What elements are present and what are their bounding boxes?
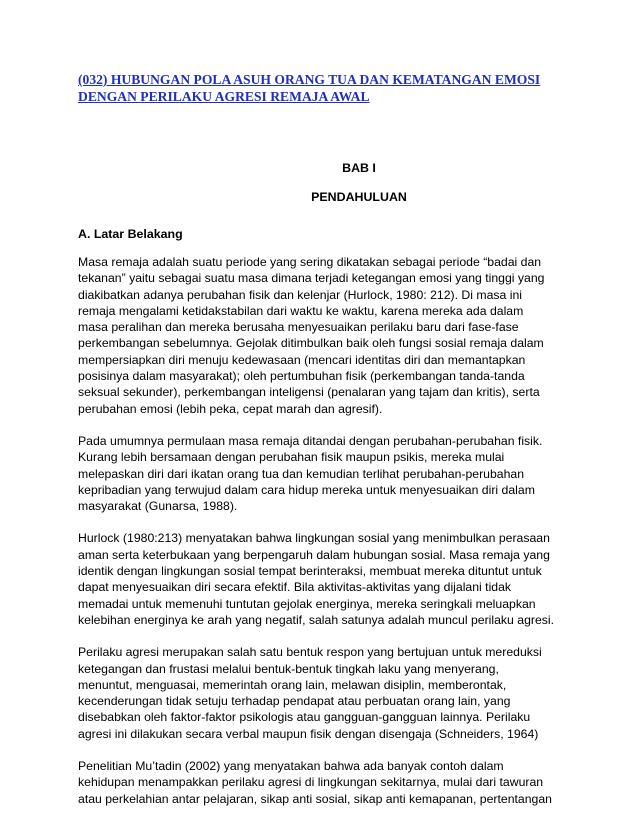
paragraph-line: posisinya dalam masyarakat); oleh pertumbuhan fisik (perkembangan tanda-tanda [78,369,525,384]
paragraph [78,530,570,628]
paragraph-line: kecenderungan tidak setuju terhadap pendapat atau perbuatan orang lain, yang [78,694,511,709]
paragraph-line: kehidupan menampakkan perilaku agresi di lingkungan sekitarnya, mulai dari tawuran [78,775,544,790]
paragraph-line: Pada umumnya permulaan masa remaja ditandai dengan perubahan-perubahan fisik. [78,433,543,448]
paragraph-line: menuntut, menguasai, memerintah orang lain, melawan disiplin, memberontak, [78,677,507,692]
paragraph-line: ketegangan dan frustasi melalui bentuk-bentuk tingkah laku yang menyerang, [78,661,499,676]
paragraph-line: memadai untuk memenuhi tuntutan gejolak energinya, mereka seringkali meluapkan [78,596,536,611]
paragraph [78,433,570,514]
paragraph-line: kepribadian yang terwujud dalam cara hidup mereka untuk menyesuaikan diri dalam [78,482,535,497]
paragraph-line: masyarakat (Gunarsa, 1988). [78,499,238,514]
paragraph-line: dapat menyesuaikan diri secara efektif. Bila aktivitas-aktivitas yang dijalani tidak [78,580,512,595]
paragraph [78,644,570,742]
chapter-title: PENDAHULUAN [311,190,407,204]
section-heading: A. Latar Belakang [78,227,183,241]
paragraph-line: disebabkan oleh faktor-faktor psikologis atau gangguan-gangguan lainnya. Perilaku [78,710,531,725]
paragraph-line: Hurlock (1980:213) menyatakan bahwa lingkungan sosial yang menimbulkan perasaan [78,531,550,546]
paragraph-line: perkembangan sebelumnya. Gejolak ditimbulkan baik oleh fungsi sosial remaja dalam [78,336,544,351]
paragraph-line: melepaskan diri dari ikatan orang tua dan kemudian terlihat perubahan-perubahan [78,466,525,481]
paragraph-line: identik dengan lingkungan sosial tempat berinteraksi, membuat mereka dituntut untuk [78,564,542,579]
document-title[interactable] [78,71,570,105]
paragraph-line: masa peralihan dan mereka berusaha menyesuaikan perilaku baru dari fase-fase [78,320,519,335]
paragraph-line: Masa remaja adalah suatu periode yang sering dikatakan sebagai periode “badai dan [78,255,542,269]
document-page [78,71,570,807]
paragraph-line: remaja mengalami ketidakstabilan dari waktu ke waktu, karena mereka ada dalam [78,303,524,318]
document-title-line: (032) HUBUNGAN POLA ASUH ORANG TUA DAN KEMATANGAN EMOSI [78,72,541,87]
paragraph-line: agresi ini dilakukan secara verbal maupun fisik dengan disengaja (Schneiders, 1964) [78,726,539,741]
paragraph-line: diakibatkan adanya perubahan fisik dan kelenjar (Hurlock, 1980: 212). Di masa ini [78,287,522,302]
chapter-number: BAB I [342,161,376,175]
paragraph [78,254,570,417]
paragraph-line: tekanan” yaitu sebagai suatu masa dimana terjadi ketegangan emosi yang tinggi yang [78,271,545,286]
paragraph-line: mempersiapkan diri menuju kedewasaan (mencari identitas diri dan memantapkan [78,352,526,367]
paragraph-line: seksual sekunder), perkembangan inteligensi (penalaran yang tajam dan kritis), serta [78,385,540,400]
paragraph-line: perubahan emosi (lebih peka, cepat marah dan agresif). [78,401,383,416]
paragraph-line: Penelitian Mu’tadin (2002) yang menyatakan bahwa ada banyak contoh dalam [78,759,504,774]
document-title-line: DENGAN PERILAKU AGRESI REMAJA AWAL [78,89,370,104]
paragraph-line: kelebihan energinya ke arah yang negatif, salah satunya adalah muncul perilaku agresi. [78,612,555,627]
paragraph-line: Perilaku agresi merupakan salah satu bentuk respon yang bertujuan untuk mereduksi [78,645,542,660]
paragraph-line: aman serta keterbukaan yang berpengaruh dalam hubungan sosial. Masa remaja yang [78,547,550,562]
paragraph [78,758,570,807]
paragraph-line: atau perkelahian antar pelajaran, sikap anti sosial, sikap anti kemapanan, pertentangan [78,791,552,806]
paragraph-line: Kurang lebih bersamaan dengan perubahan fisik maupun psikis, mereka mulai [78,450,505,465]
